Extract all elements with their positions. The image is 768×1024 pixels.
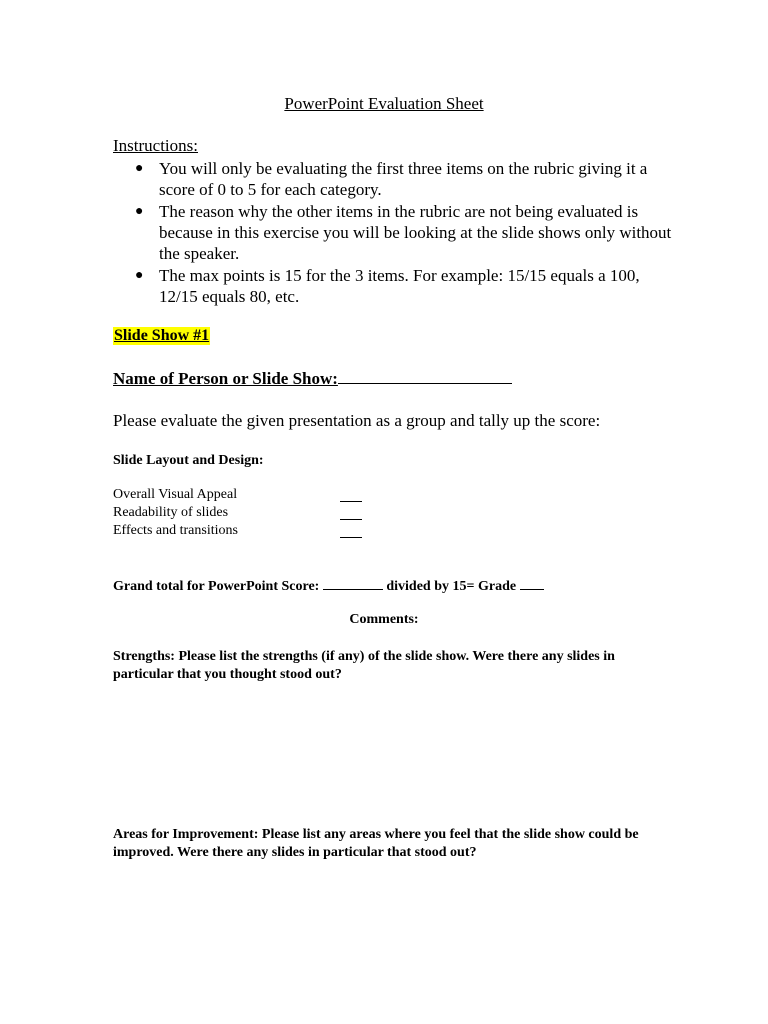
improvement-prompt: Areas for Improvement: Please list any areas where you feel that the slide show could be improved. Were there any slides in particular that stood out? xyxy=(113,827,639,860)
instruction-item xyxy=(113,201,673,264)
score-blank[interactable] xyxy=(340,537,362,538)
score-blank[interactable] xyxy=(340,519,362,520)
instruction-text: You will only be evaluating the first three items on the rubric giving it a score of 0 to 5 for each category. xyxy=(159,159,648,199)
grand-total-row xyxy=(113,577,544,595)
comments-heading: Comments: xyxy=(349,612,419,627)
bullet-icon: ● xyxy=(135,268,144,283)
criterion-label: Readability of slides xyxy=(113,505,229,520)
grade-blank[interactable] xyxy=(520,577,544,590)
instruction-item xyxy=(113,158,673,200)
bullet-icon: ● xyxy=(135,161,144,176)
grand-total-label: Grand total for PowerPoint Score: xyxy=(113,579,320,594)
score-blank[interactable] xyxy=(340,501,362,502)
name-field xyxy=(113,369,512,389)
page-title: PowerPoint Evaluation Sheet xyxy=(284,94,484,113)
criterion-row xyxy=(113,505,363,521)
bullet-icon: ● xyxy=(135,204,144,219)
slide-show-label: Slide Show #1 xyxy=(114,327,210,344)
evaluation-prompt: Please evaluate the given presentation as a group and tally up the score: xyxy=(113,411,601,430)
instructions-heading: Instructions: xyxy=(113,136,198,155)
instruction-text: The max points is 15 for the 3 items. For example: 15/15 equals a 100, 12/15 equals 80, etc. xyxy=(159,266,640,306)
criterion-row xyxy=(113,523,363,539)
criterion-label: Overall Visual Appeal xyxy=(113,487,238,502)
section-label: Slide Layout and Design: xyxy=(113,453,264,468)
total-score-blank[interactable] xyxy=(323,577,383,590)
instruction-text: The reason why the other items in the rubric are not being evaluated is because in this exercise you will be looking at the slide shows only without the speaker. xyxy=(159,202,672,263)
criterion-label: Effects and transitions xyxy=(113,523,238,538)
strengths-prompt: Strengths: Please list the strengths (if any) of the slide show. Were there any slides in particular that you thought stood out? xyxy=(113,649,615,682)
instructions-list xyxy=(113,158,673,308)
grand-total-divisor: divided by 15= Grade xyxy=(386,579,517,594)
name-blank-line[interactable] xyxy=(338,369,512,384)
instruction-item xyxy=(113,265,673,307)
criterion-row xyxy=(113,487,363,503)
name-field-label: Name of Person or Slide Show: xyxy=(113,369,338,388)
